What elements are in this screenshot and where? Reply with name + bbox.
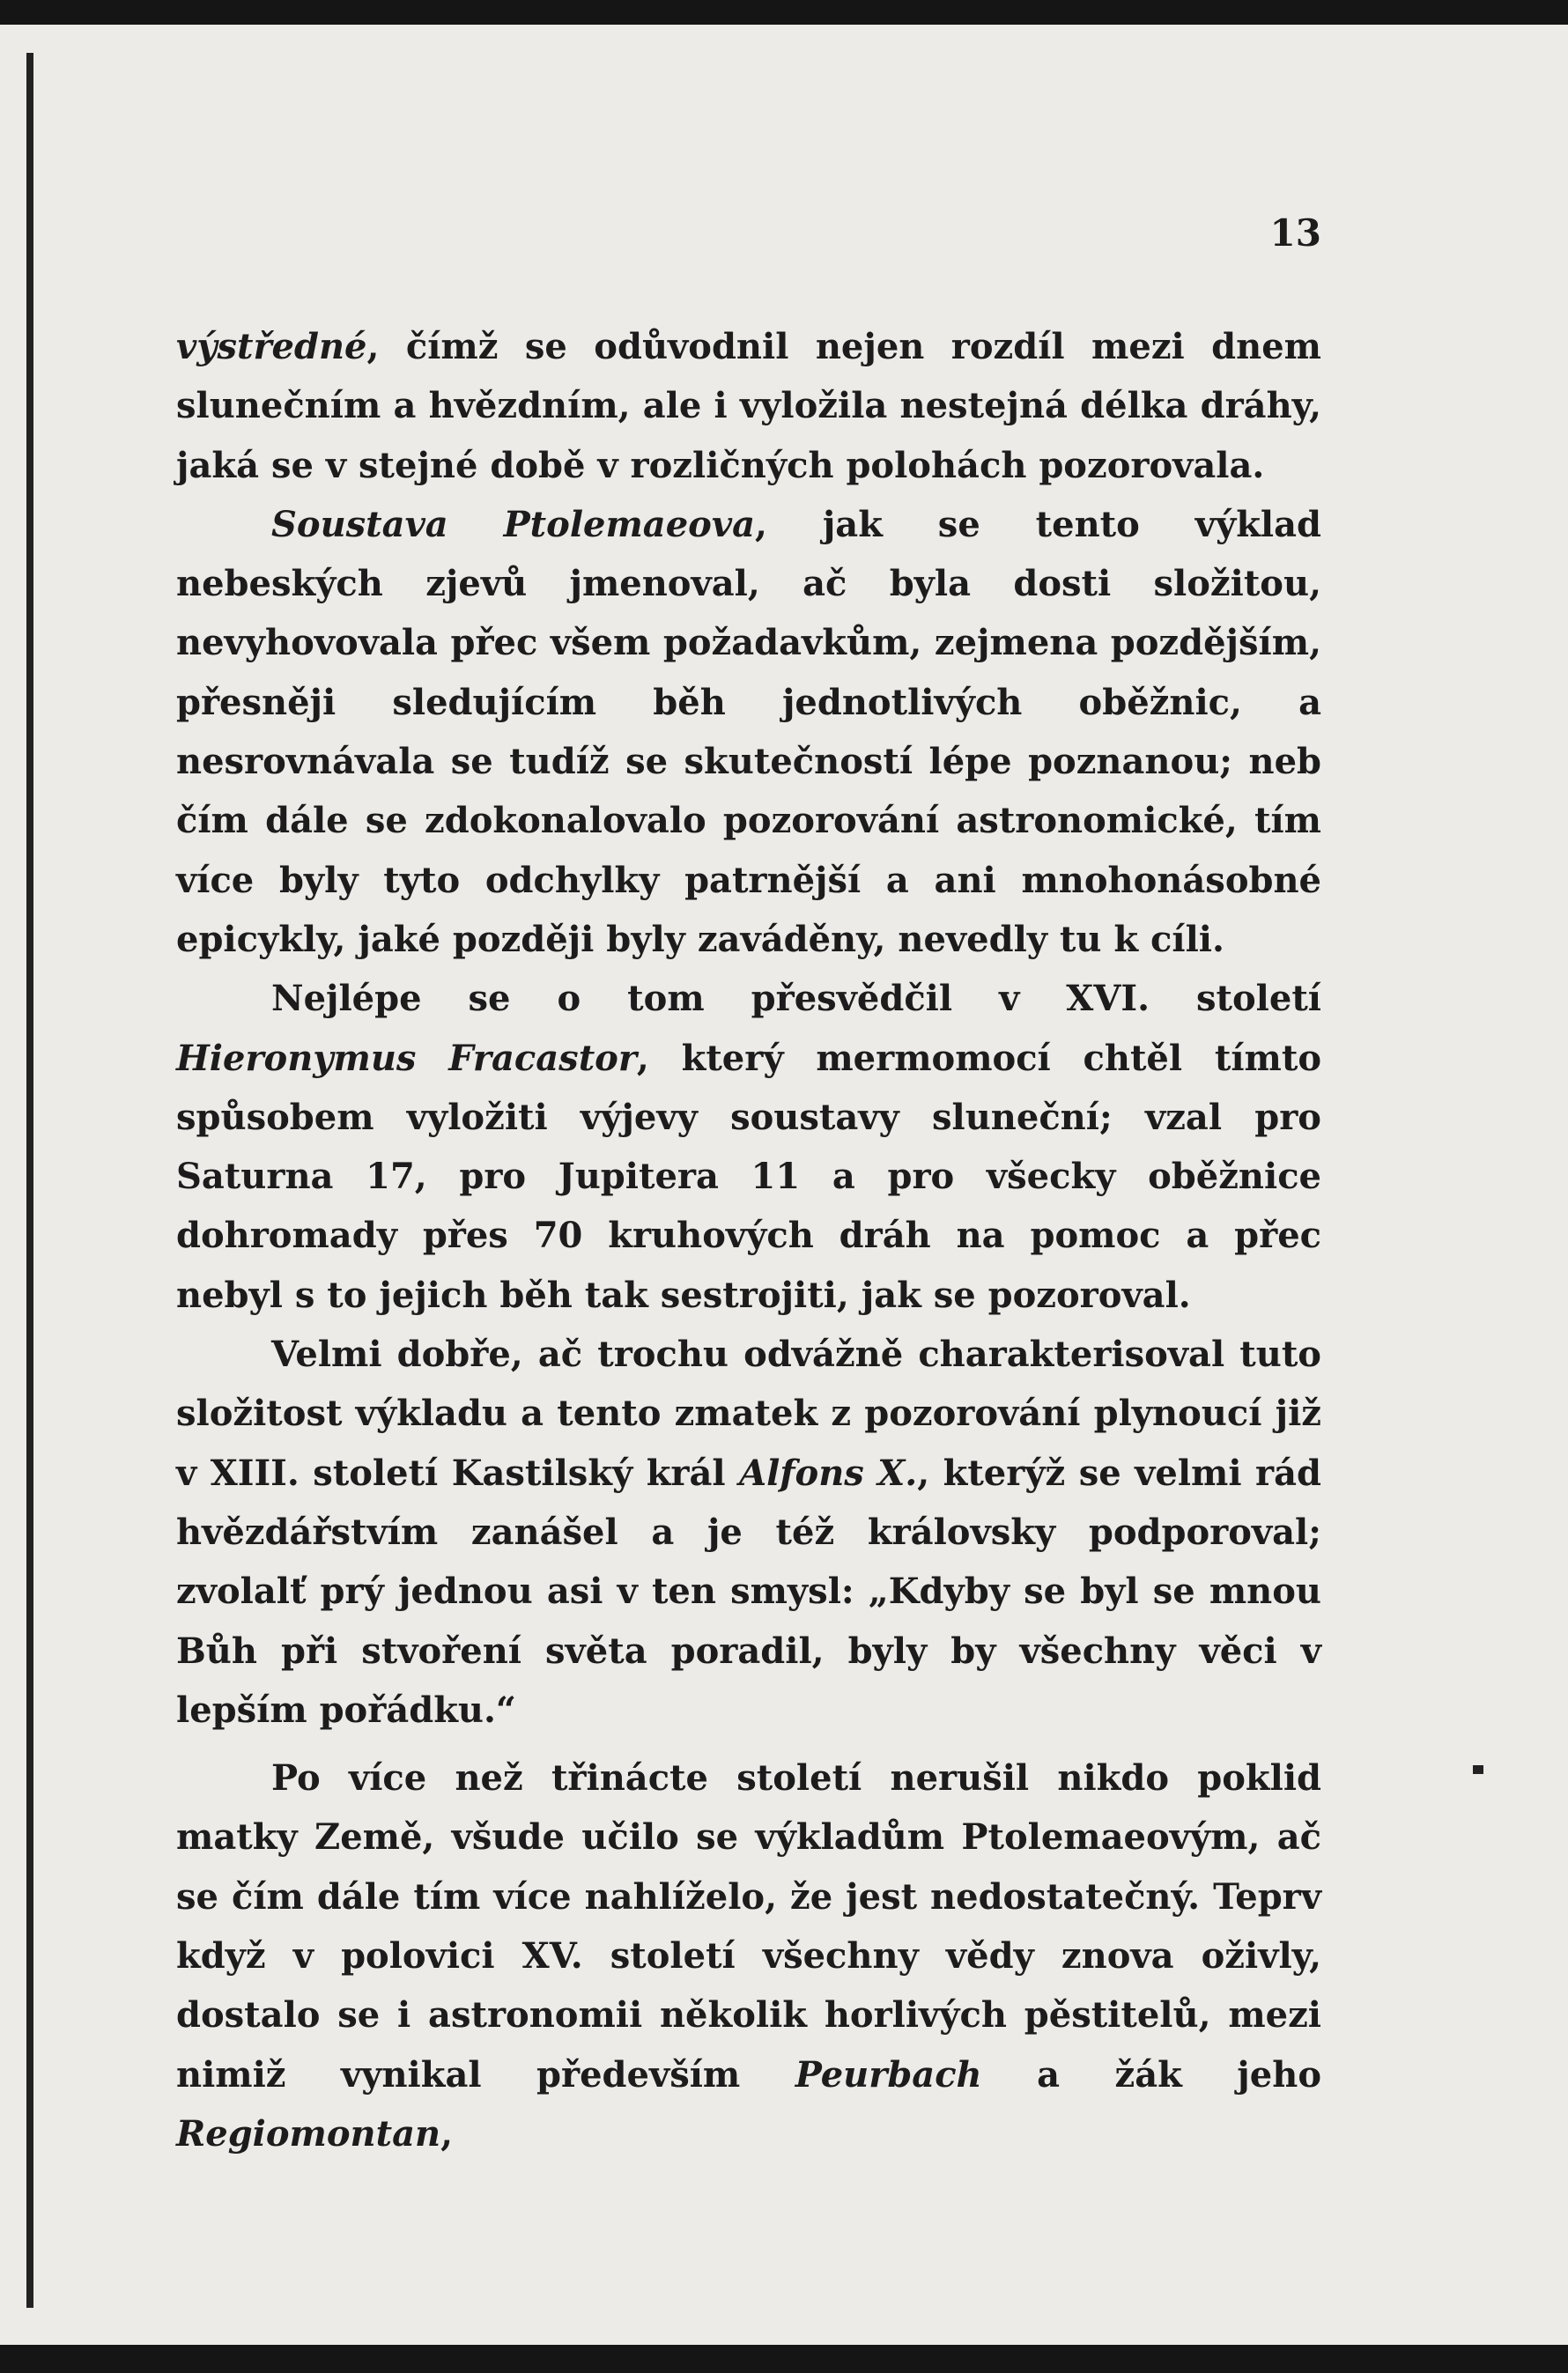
ink-speck [1473, 1765, 1483, 1774]
italic-name: Alfons X. [739, 1452, 918, 1494]
italic-name: Regiomontan [176, 2112, 441, 2155]
italic-name: výstředné [176, 326, 367, 367]
italic-name: Soustava Ptolemaeova [271, 503, 756, 545]
italic-name: Peurbach [795, 2053, 982, 2096]
text-run: , kterýž se velmi rád hvězdářstvím zanášel a je též královsky podporoval; zvolalť prý jednou asi v ten smysl: „Kdyby se byl se mnou Bůh při stvoření světa poradil, byly by všechny věci v lepším pořádku.“ [176, 1452, 1321, 1731]
page-number: 13 [1269, 211, 1321, 255]
text-run: , jak se tento výklad nebeských zjevů jmenoval, ač byla dosti složitou, nevyhovovala přec všem požadavkům, zejmena pozdějším, přesněji sledujícím běh jednotlivých oběžnic, a nesrovnávala se tudíž se skutečností lépe poznanou; neb čím dále se zdokonalovalo pozorování astronomické, tím více byly tyto odchylky patrnější a ani mnohonásobné epicykly, jaké později byly zaváděny, nevedly tu k cíli. [176, 503, 1321, 960]
italic-name: Hieronymus Fracastor [176, 1037, 637, 1079]
body-text [176, 317, 1321, 2163]
text-run: a žák jeho [981, 2053, 1321, 2096]
paragraph [176, 317, 1321, 495]
paragraph [176, 1325, 1321, 1740]
text-run: , [440, 2112, 454, 2155]
text-run: Po více než třinácte století nerušil nikdo poklid matky Země, všude učilo se výkladům Ptolemaeovým, ač se čím dále tím více nahlíželo, že jest nedostatečný. Teprv když v polovici XV. století všechny vědy znova oživly, dostalo se i astronomii několik horlivých pěstitelů, mezi nimiž vynikal především [176, 1757, 1321, 2096]
scan-top-edge [0, 0, 1568, 25]
book-spine-shadow [26, 53, 33, 2308]
text-run: Velmi dobře, ač trochu odvážně charakterisoval tuto složitost výkladu a tento zmatek z pozorování plynoucí již v XIII. století Kastilský král [176, 1334, 1321, 1494]
text-run: Nejlépe se o tom přesvědčil v XVI. století [271, 978, 1321, 1020]
scan-bottom-edge [0, 2345, 1568, 2373]
paragraph [176, 969, 1321, 1325]
left-margin [0, 25, 44, 2345]
paragraph [176, 1748, 1321, 2163]
text-run: , který mermomocí chtěl tímto spůsobem vyložiti výjevy soustavy sluneční; vzal pro Saturna 17, pro Jupitera 11 a pro všecky oběžnice dohromady přes 70 kruhových dráh na pomoc a přec nebyl s to jejich běh tak sestrojiti, jak se pozoroval. [176, 1037, 1321, 1316]
text-run: , čímž se odůvodnil nejen rozdíl mezi dnem slunečním a hvězdním, ale i vyložila nestejná délka dráhy, jaká se v stejné době v rozličných polohách pozorovala. [176, 326, 1321, 486]
paragraph [176, 495, 1321, 969]
